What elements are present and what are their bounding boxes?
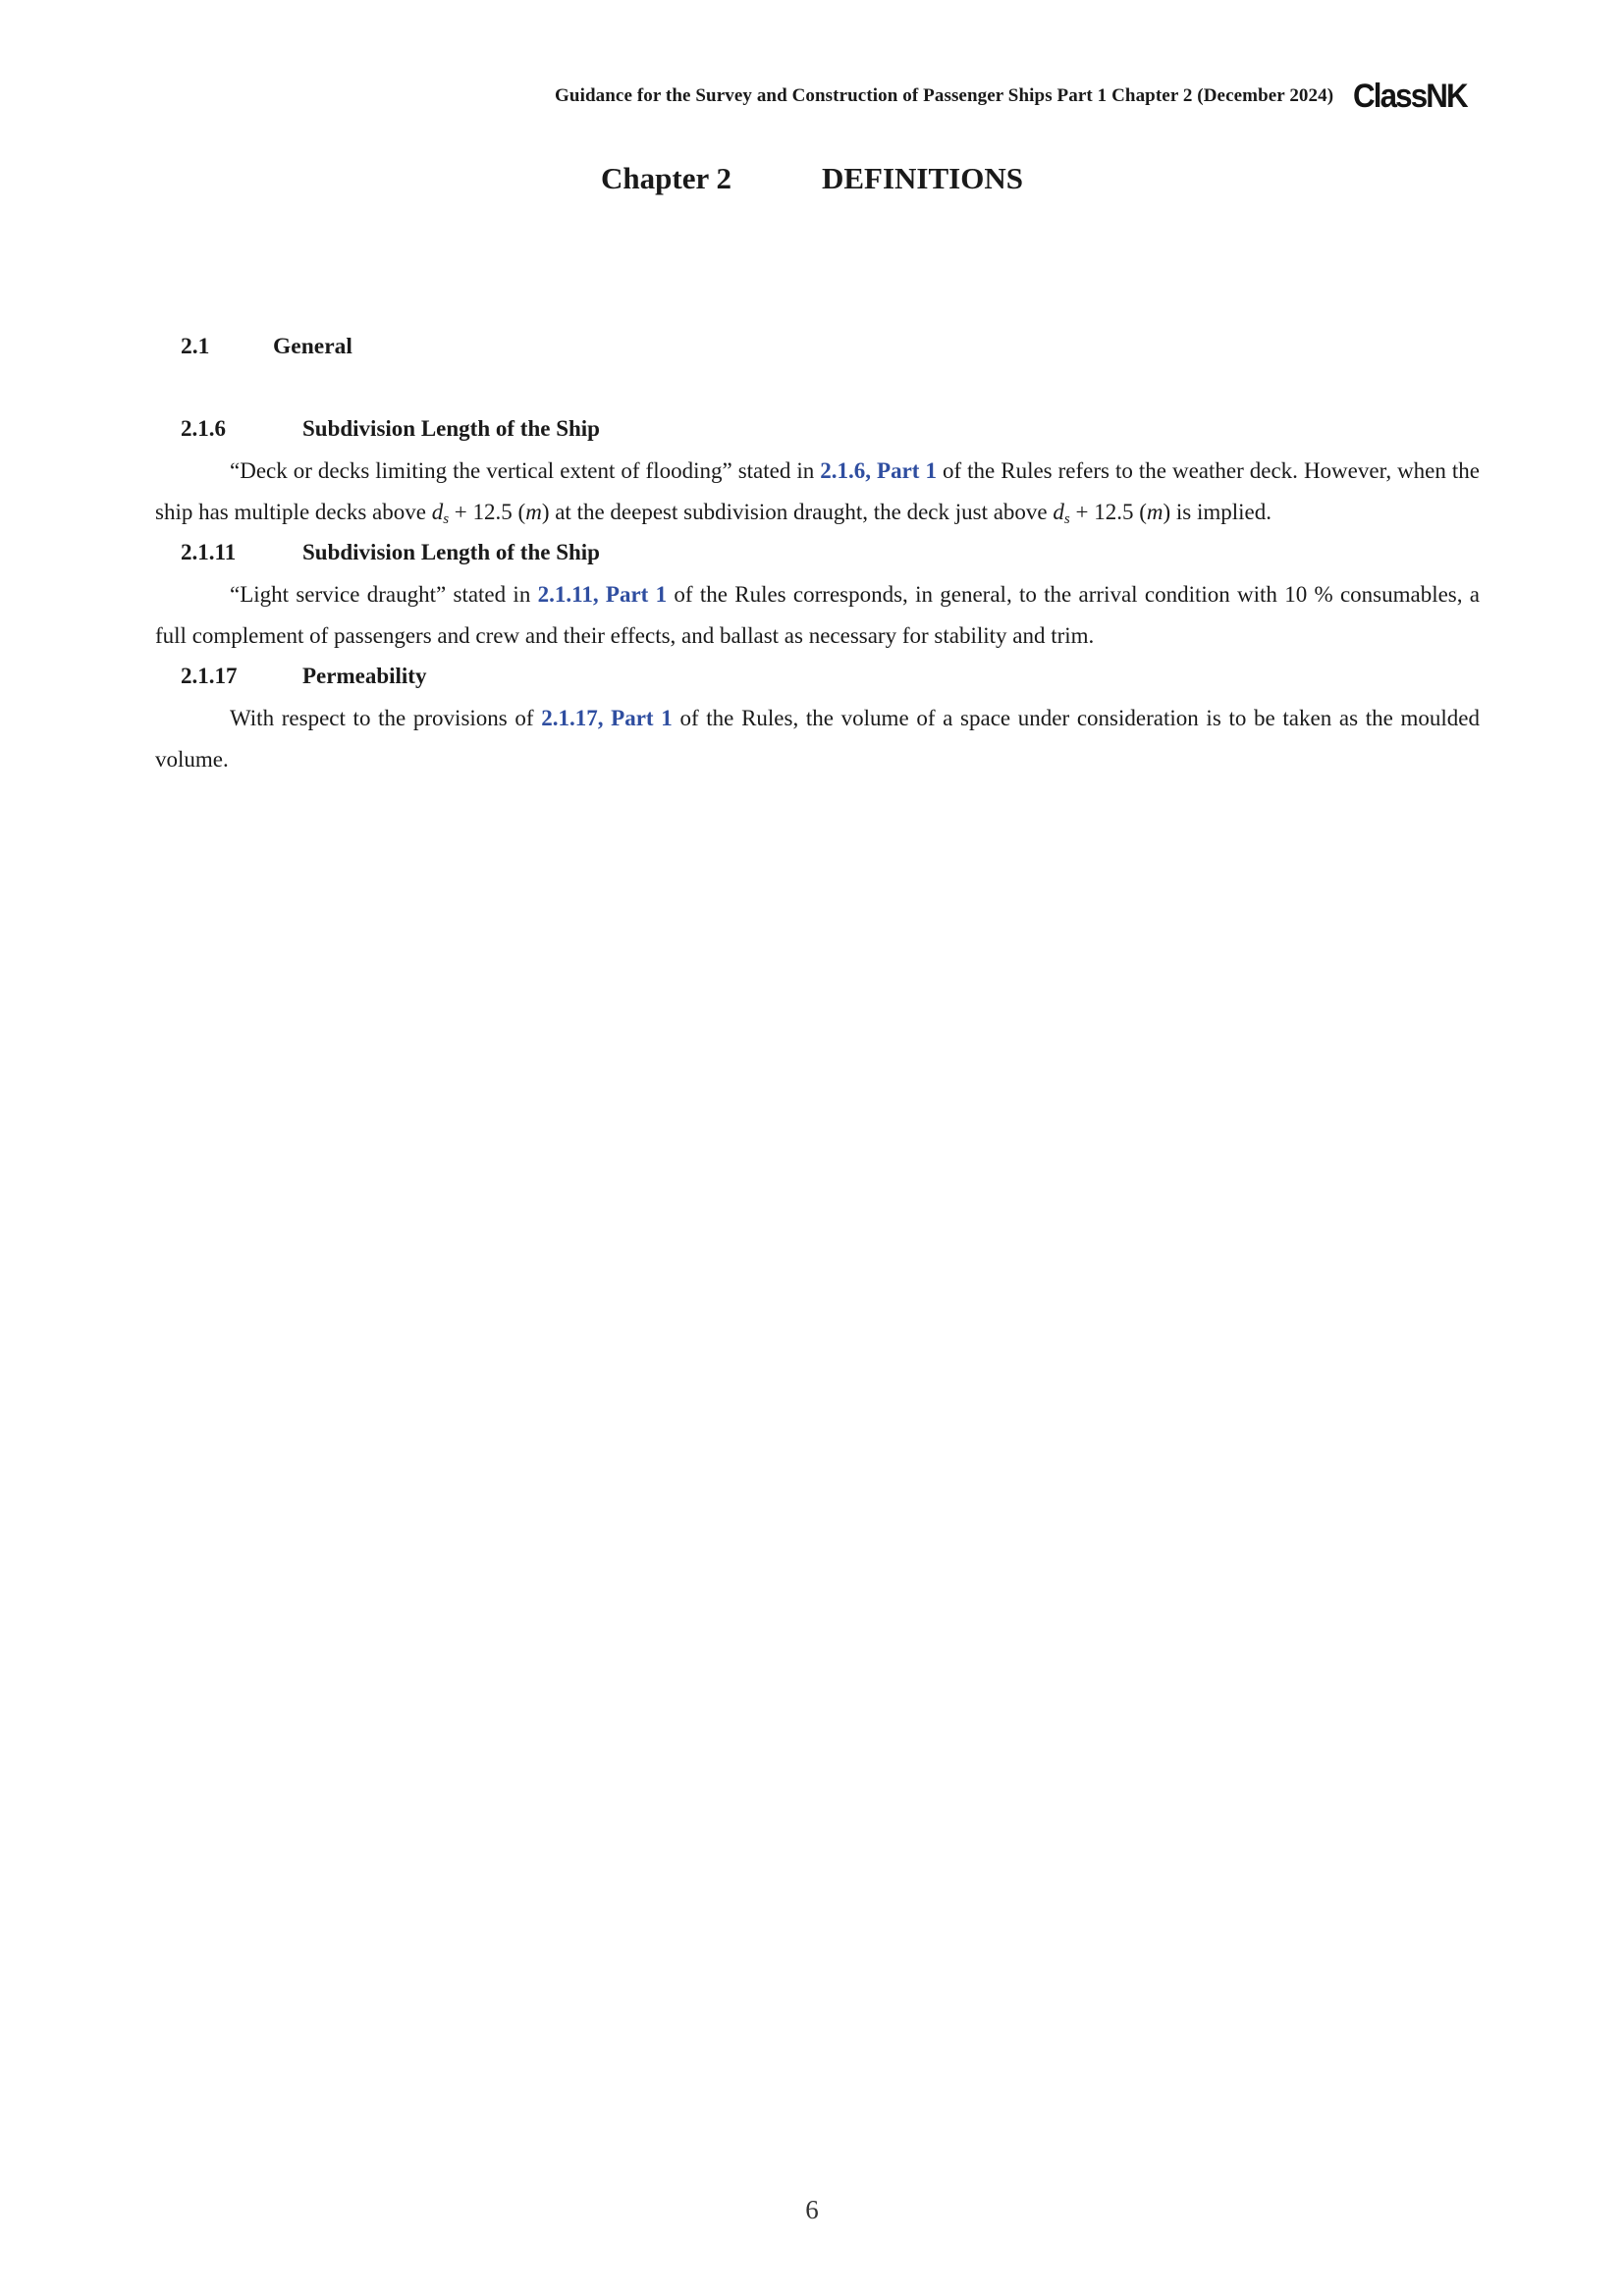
page-header — [555, 77, 1477, 115]
subsection-title: Permeability — [302, 664, 427, 688]
subsection-paragraph — [155, 451, 1480, 540]
subsection-paragraph — [155, 698, 1480, 780]
subsection-heading — [181, 416, 600, 442]
variable-subscript: s — [443, 511, 450, 527]
subsection-number: 2.1.11 — [181, 540, 237, 564]
subsection-paragraph — [155, 574, 1480, 657]
subsection-title: Subdivision Length of the Ship — [302, 540, 600, 564]
paragraph-text: + 12.5 ( — [1069, 500, 1147, 524]
chapter-name: DEFINITIONS — [821, 161, 1023, 195]
unit-symbol: m — [1146, 500, 1164, 524]
subsection-title: Subdivision Length of the Ship — [302, 416, 600, 441]
subsection-heading — [181, 540, 600, 565]
classnk-logo: ClassNK — [1353, 77, 1467, 115]
unit-symbol: m — [525, 500, 542, 524]
variable-symbol: d — [1053, 500, 1064, 524]
paragraph-text: of the Rules refers to the weather deck. However, when the ship has multiple decks above — [155, 458, 1480, 524]
paragraph-text: of the Rules, the volume of a space under consideration is to be taken as the moulded volume. — [155, 706, 1480, 772]
variable-symbol: d — [431, 500, 444, 524]
paragraph-text: ) is implied. — [1163, 500, 1272, 524]
section-heading — [181, 334, 352, 360]
paragraph-text: ) at the deepest subdivision draught, the deck just above — [541, 500, 1054, 524]
rule-reference-link[interactable]: 2.1.17, Part 1 — [541, 706, 673, 730]
subsection-number: 2.1.6 — [181, 416, 226, 441]
section-title: General — [273, 334, 352, 359]
variable-subscript: s — [1063, 511, 1070, 527]
paragraph-text: of the Rules corresponds, in general, to the arrival condition with 10 % consumables, a full complement of passengers and crew and their effects, and ballast as necessary for stability and trim. — [155, 582, 1480, 648]
paragraph-text: “Light service draught” stated in — [230, 582, 538, 607]
header-title: Guidance for the Survey and Construction of Passenger Ships Part 1 Chapter 2 (December 2024) — [555, 85, 1334, 106]
rule-reference-link[interactable]: 2.1.11, Part 1 — [537, 582, 668, 607]
paragraph-text: “Deck or decks limiting the vertical extent of flooding” stated in — [230, 458, 821, 483]
subsection-number: 2.1.17 — [181, 664, 238, 688]
chapter-number: Chapter 2 — [601, 161, 731, 195]
rule-reference-link[interactable]: 2.1.6, Part 1 — [820, 458, 937, 483]
page-number: 6 — [805, 2195, 819, 2224]
chapter-title — [0, 161, 1624, 196]
paragraph-text: With respect to the provisions of — [230, 706, 542, 730]
paragraph-text: + 12.5 ( — [449, 500, 526, 524]
section-number: 2.1 — [181, 334, 210, 359]
subsection-heading — [181, 664, 426, 689]
